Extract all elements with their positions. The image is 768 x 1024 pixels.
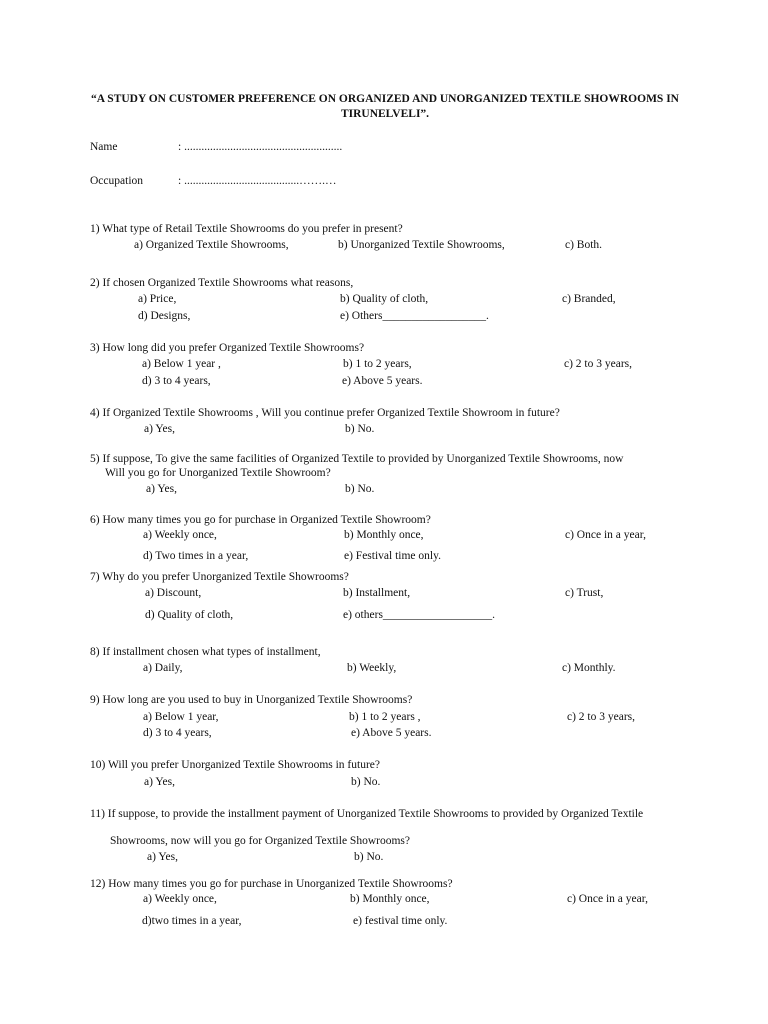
occupation-label: Occupation xyxy=(90,175,144,187)
option-5a: a) Yes, xyxy=(146,483,177,495)
option-3c: c) 2 to 3 years, xyxy=(564,358,633,370)
question-12: 12) How many times you go for purchase in Unorganized Textile Showrooms? xyxy=(90,878,453,890)
option-9c: c) 2 to 3 years, xyxy=(567,711,636,723)
option-1a: a) Organized Textile Showrooms, xyxy=(134,239,289,251)
option-6e: e) Festival time only. xyxy=(344,550,441,562)
option-3b: b) 1 to 2 years, xyxy=(343,358,412,370)
option-5b: b) No. xyxy=(345,483,375,495)
option-2d: d) Designs, xyxy=(138,310,191,322)
question-11: 11) If suppose, to provide the installment payment of Unorganized Textile Showrooms to provided by Organized Textile xyxy=(90,808,644,820)
option-1c: c) Both. xyxy=(565,239,603,251)
option-8c: c) Monthly. xyxy=(562,662,616,674)
option-3a: a) Below 1 year , xyxy=(142,358,221,370)
option-1b: b) Unorganized Textile Showrooms, xyxy=(338,239,505,251)
option-6a: a) Weekly once, xyxy=(143,529,217,541)
option-6c: c) Once in a year, xyxy=(565,529,646,541)
name-field: : ....................................................... xyxy=(178,141,343,153)
option-10b: b) No. xyxy=(351,776,381,788)
option-12c: c) Once in a year, xyxy=(567,893,648,905)
option-10a: a) Yes, xyxy=(144,776,175,788)
option-2e: e) Others__________________. xyxy=(340,310,489,322)
option-6d: d) Two times in a year, xyxy=(143,550,249,562)
option-12d: d)two times in a year, xyxy=(142,915,242,927)
option-2a: a) Price, xyxy=(138,293,177,305)
option-2b: b) Quality of cloth, xyxy=(340,293,429,305)
option-11b: b) No. xyxy=(354,851,384,863)
question-2: 2) If chosen Organized Textile Showrooms what reasons, xyxy=(90,277,354,289)
option-12e: e) festival time only. xyxy=(353,915,448,927)
option-9d: d) 3 to 4 years, xyxy=(143,727,212,739)
question-5: 5) If suppose, To give the same facilities of Organized Textile to provided by Unorganized Textile Showrooms, now xyxy=(90,453,624,465)
name-label: Name xyxy=(90,141,118,153)
option-7d: d) Quality of cloth, xyxy=(145,609,234,621)
option-9a: a) Below 1 year, xyxy=(143,711,219,723)
question-5-continued: Will you go for Unorganized Textile Showroom? xyxy=(105,467,331,479)
question-11-continued: Showrooms, now will you go for Organized Textile Showrooms? xyxy=(110,835,410,847)
question-6: 6) How many times you go for purchase in Organized Textile Showroom? xyxy=(90,514,431,526)
option-8a: a) Daily, xyxy=(143,662,183,674)
option-4b: b) No. xyxy=(345,423,375,435)
option-7a: a) Discount, xyxy=(145,587,202,599)
option-3d: d) 3 to 4 years, xyxy=(142,375,211,387)
option-7e: e) others___________________. xyxy=(343,609,496,621)
question-10: 10) Will you prefer Unorganized Textile Showrooms in future? xyxy=(90,759,380,771)
occupation-field: : ........................................…….… xyxy=(178,175,337,187)
document-title: “A STUDY ON CUSTOMER PREFERENCE ON ORGANIZED AND UNORGANIZED TEXTILE SHOWROOMS IN TIRUNELVELI”. xyxy=(91,93,679,120)
option-4a: a) Yes, xyxy=(144,423,175,435)
option-7c: c) Trust, xyxy=(565,587,604,599)
option-6b: b) Monthly once, xyxy=(344,529,424,541)
option-7b: b) Installment, xyxy=(343,587,411,599)
question-4: 4) If Organized Textile Showrooms , Will you continue prefer Organized Textile Showroom in future? xyxy=(90,407,560,419)
question-3: 3) How long did you prefer Organized Textile Showrooms? xyxy=(90,342,365,354)
question-7: 7) Why do you prefer Unorganized Textile Showrooms? xyxy=(90,571,349,583)
question-8: 8) If installment chosen what types of installment, xyxy=(90,646,321,658)
question-1: 1) What type of Retail Textile Showrooms do you prefer in present? xyxy=(90,223,403,235)
option-9b: b) 1 to 2 years , xyxy=(349,711,421,723)
option-8b: b) Weekly, xyxy=(347,662,397,674)
option-2c: c) Branded, xyxy=(562,293,616,305)
option-12a: a) Weekly once, xyxy=(143,893,217,905)
option-9e: e) Above 5 years. xyxy=(351,727,432,739)
option-11a: a) Yes, xyxy=(147,851,178,863)
option-12b: b) Monthly once, xyxy=(350,893,430,905)
option-3e: e) Above 5 years. xyxy=(342,375,423,387)
question-9: 9) How long are you used to buy in Unorganized Textile Showrooms? xyxy=(90,694,413,706)
